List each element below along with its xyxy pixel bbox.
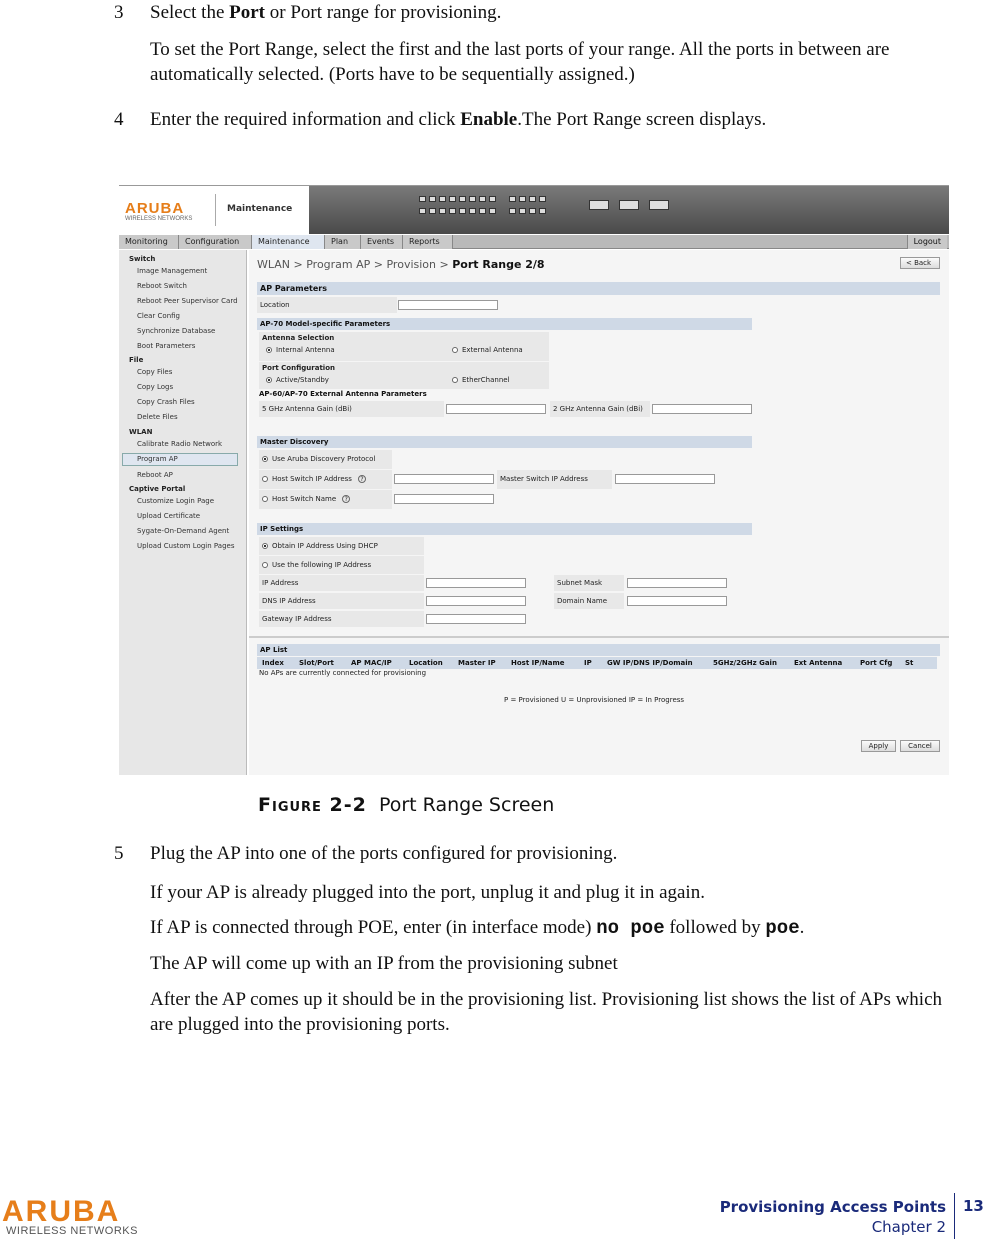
sidebar-item-program-ap[interactable]: Program AP (122, 453, 238, 466)
figure-caption (258, 794, 554, 816)
step-number: 5 (114, 843, 124, 864)
figure-number: Figure 2-2 (258, 794, 367, 816)
sidebar-item-reboot-peer[interactable]: Reboot Peer Supervisor Card (137, 297, 238, 305)
page-number: 13 (963, 1197, 984, 1215)
apply-button[interactable]: Apply (861, 740, 896, 752)
sidebar-heading: File (129, 356, 144, 364)
tab-events[interactable]: Events (361, 235, 403, 249)
section-title: Maintenance (227, 204, 293, 214)
master-discovery-header: Master Discovery (257, 436, 752, 448)
obtain-dhcp-label: Obtain IP Address Using DHCP (272, 542, 378, 550)
subnet-mask-label: Subnet Mask (554, 575, 624, 591)
port-icon (619, 200, 639, 210)
footer-aruba-logo: ARUBA (2, 1195, 121, 1228)
port-icon (419, 196, 426, 202)
port-configuration-label: Port Configuration (262, 364, 336, 372)
tab-reports[interactable]: Reports (403, 235, 453, 249)
paragraph-replug: If your AP is already plugged into the port, unplug it and plug it in again. (150, 882, 705, 903)
col-slot-port[interactable]: Slot/Port (299, 659, 334, 667)
port-configuration-group (259, 362, 549, 389)
antenna-selection-group (259, 332, 549, 361)
step-number: 3 (114, 2, 124, 23)
footer-chapter: Chapter 2 (871, 1218, 946, 1236)
use-following-ip-row (259, 556, 424, 574)
host-switch-ip-radio[interactable] (262, 476, 268, 482)
help-icon[interactable]: ? (358, 475, 366, 483)
sidebar (119, 250, 247, 775)
port-icon (429, 208, 436, 214)
port-icon (589, 200, 609, 210)
sidebar-item-upload-custom-login[interactable]: Upload Custom Login Pages (137, 542, 235, 550)
port-icon (459, 208, 466, 214)
sidebar-item-clear-config[interactable]: Clear Config (137, 312, 180, 320)
host-switch-name-row (259, 490, 392, 509)
cancel-button[interactable]: Cancel (900, 740, 940, 752)
sidebar-item-customize-login[interactable]: Customize Login Page (137, 497, 215, 505)
host-switch-ip-row (259, 470, 392, 489)
sidebar-item-copy-crash-files[interactable]: Copy Crash Files (137, 398, 195, 406)
host-switch-ip-input[interactable] (394, 474, 494, 484)
footer-divider (954, 1193, 955, 1239)
dns-ip-input[interactable] (426, 596, 526, 606)
step-text: Enter the required information and click Enable.The Port Range screen displays. (150, 109, 767, 130)
main-panel (249, 250, 949, 775)
external-antenna-label: External Antenna (462, 346, 523, 354)
logout-button[interactable]: Logout (907, 235, 947, 249)
sidebar-item-calibrate-radio[interactable]: Calibrate Radio Network (137, 440, 223, 448)
use-following-ip-radio[interactable] (262, 562, 268, 568)
antenna-options (262, 344, 549, 356)
sidebar-item-delete-files[interactable]: Delete Files (137, 413, 178, 421)
col-status[interactable]: St (905, 659, 914, 667)
port-icon (429, 196, 436, 202)
switch-hardware-image (309, 186, 949, 234)
port-icon (649, 200, 669, 210)
tab-plan[interactable]: Plan (325, 235, 361, 249)
host-switch-name-label: Host Switch Name (272, 495, 337, 503)
domain-name-label: Domain Name (554, 593, 624, 609)
internal-antenna-radio[interactable] (266, 347, 272, 353)
logo-subtitle: WIRELESS NETWORKS (125, 216, 193, 222)
sidebar-item-upload-certificate[interactable]: Upload Certificate (137, 512, 201, 520)
etherchannel-label: EtherChannel (462, 376, 510, 384)
sidebar-item-boot-parameters[interactable]: Boot Parameters (137, 342, 196, 350)
ip-address-label: IP Address (259, 575, 424, 591)
dns-ip-label: DNS IP Address (259, 593, 424, 609)
help-icon[interactable]: ? (342, 495, 350, 503)
col-gw-dns-domain[interactable]: GW IP/DNS IP/Domain (607, 659, 693, 667)
step-3-detail: To set the Port Range, select the first and the last ports of your range. All the ports in between are automatically selected. (Ports have to be sequentially assigned.) (150, 39, 890, 85)
active-standby-radio[interactable] (266, 377, 272, 383)
sidebar-heading: Switch (129, 255, 156, 263)
master-switch-ip-input[interactable] (615, 474, 715, 484)
port-icon (449, 196, 456, 202)
col-port-cfg[interactable]: Port Cfg (860, 659, 893, 667)
sidebar-item-copy-files[interactable]: Copy Files (137, 368, 173, 376)
step-text: Select the Port or Port range for provisioning. (150, 2, 502, 23)
tab-configuration[interactable]: Configuration (179, 235, 252, 249)
step-number: 4 (114, 109, 124, 130)
port-icon (539, 208, 546, 214)
breadcrumb: WLAN > Program AP > Provision > Port Range 2/8 (257, 258, 545, 271)
port-icon (449, 208, 456, 214)
gain5-label: 5 GHz Antenna Gain (dBi) (259, 401, 444, 417)
status-legend: P = Provisioned U = Unprovisioned IP = In Progress (504, 696, 685, 704)
col-gain[interactable]: 5GHz/2GHz Gain (713, 659, 777, 667)
col-location[interactable]: Location (409, 659, 443, 667)
step-text: Plug the AP into one of the ports configured for provisioning. (150, 843, 618, 864)
footer-section-info (720, 1197, 946, 1237)
host-switch-ip-label: Host Switch IP Address (272, 475, 352, 483)
divider (249, 636, 949, 638)
gateway-ip-input[interactable] (426, 614, 526, 624)
etherchannel-radio[interactable] (452, 377, 458, 383)
obtain-dhcp-row (259, 537, 424, 555)
host-switch-name-input[interactable] (394, 494, 494, 504)
ip-address-input[interactable] (426, 578, 526, 588)
gain2-label: 2 GHz Antenna Gain (dBi) (550, 401, 650, 417)
sidebar-heading: WLAN (129, 428, 153, 436)
external-antenna-radio[interactable] (452, 347, 458, 353)
ap-list-header: AP List (257, 644, 940, 656)
paragraph-subnet: The AP will come up with an IP from the provisioning subnet (150, 953, 618, 974)
paragraph-provisioning-list: After the AP comes up it should be in the provisioning list. Provisioning list shows the list of APs which are plugged into the provisioning ports. (150, 989, 943, 1035)
subnet-mask-input[interactable] (627, 578, 727, 588)
sidebar-item-image-management[interactable]: Image Management (137, 267, 208, 275)
back-button[interactable]: < Back (900, 257, 940, 269)
col-master-ip[interactable]: Master IP (458, 659, 496, 667)
port-config-options (262, 374, 549, 386)
port-icon (479, 208, 486, 214)
port-icon (519, 196, 526, 202)
host-switch-name-radio[interactable] (262, 496, 268, 502)
port-icon (439, 196, 446, 202)
port-range-screenshot (119, 185, 949, 775)
location-label: Location (257, 297, 397, 313)
port-icon (459, 196, 466, 202)
col-ext-antenna[interactable]: Ext Antenna (794, 659, 843, 667)
port-icon (509, 196, 516, 202)
port-icon (469, 196, 476, 202)
sidebar-heading: Captive Portal (129, 485, 186, 493)
external-antenna-header: AP-60/AP-70 External Antenna Parameters (259, 390, 427, 398)
use-aruba-discovery-radio[interactable] (262, 456, 268, 462)
tab-monitoring[interactable]: Monitoring (119, 235, 179, 249)
port-icon (419, 208, 426, 214)
ip-settings-header: IP Settings (257, 523, 752, 535)
port-icon (489, 208, 496, 214)
sidebar-item-copy-logs[interactable]: Copy Logs (137, 383, 174, 391)
col-index[interactable]: Index (262, 659, 284, 667)
internal-antenna-label: Internal Antenna (276, 346, 335, 354)
footer-section-title: Provisioning Access Points (719, 1198, 946, 1216)
use-following-ip-label: Use the following IP Address (272, 561, 372, 569)
port-icon (529, 208, 536, 214)
col-host-ip-name[interactable]: Host IP/Name (511, 659, 565, 667)
sidebar-item-synchronize-database[interactable]: Synchronize Database (137, 327, 216, 335)
location-input[interactable] (398, 300, 498, 310)
code-poe: poe (765, 917, 800, 939)
port-icon (479, 196, 486, 202)
ap-parameters-header: AP Parameters (257, 282, 940, 295)
sidebar-item-reboot-ap[interactable]: Reboot AP (137, 471, 173, 479)
top-nav (119, 235, 949, 249)
sidebar-item-sygate-agent[interactable]: Sygate-On-Demand Agent (137, 527, 230, 535)
port-icon (469, 208, 476, 214)
use-aruba-discovery-label: Use Aruba Discovery Protocol (272, 455, 376, 463)
gain2-input[interactable] (652, 404, 752, 414)
gateway-ip-label: Gateway IP Address (259, 611, 424, 627)
gain5-input[interactable] (446, 404, 546, 414)
sidebar-item-reboot-switch[interactable]: Reboot Switch (137, 282, 187, 290)
app-header (119, 186, 949, 234)
antenna-selection-label: Antenna Selection (262, 334, 335, 342)
no-aps-message: No APs are currently connected for provisioning (259, 669, 427, 677)
port-icon (489, 196, 496, 202)
header-divider (215, 194, 216, 226)
code-no-poe: no poe (596, 917, 665, 939)
ap70-parameters-header: AP-70 Model-specific Parameters (257, 318, 752, 330)
aruba-logo: ARUBA (125, 200, 185, 217)
col-ip[interactable]: IP (584, 659, 592, 667)
port-icon (509, 208, 516, 214)
active-standby-label: Active/Standby (276, 376, 329, 384)
obtain-dhcp-radio[interactable] (262, 543, 268, 549)
footer-logo-subtitle: WIRELESS NETWORKS (6, 1225, 138, 1237)
col-ap-mac-ip[interactable]: AP MAC/IP (351, 659, 392, 667)
domain-name-input[interactable] (627, 596, 727, 606)
paragraph-poe: If AP is connected through POE, enter (in interface mode) no poe followed by poe. (150, 917, 805, 939)
figure-title: Port Range Screen (378, 794, 555, 816)
port-icon (439, 208, 446, 214)
port-icon (529, 196, 536, 202)
ap-list-column-headers (257, 657, 937, 669)
port-icon (539, 196, 546, 202)
master-switch-ip-label: Master Switch IP Address (497, 470, 612, 489)
port-icon (519, 208, 526, 214)
use-aruba-discovery-row (259, 450, 392, 469)
tab-maintenance[interactable]: Maintenance (252, 235, 325, 249)
